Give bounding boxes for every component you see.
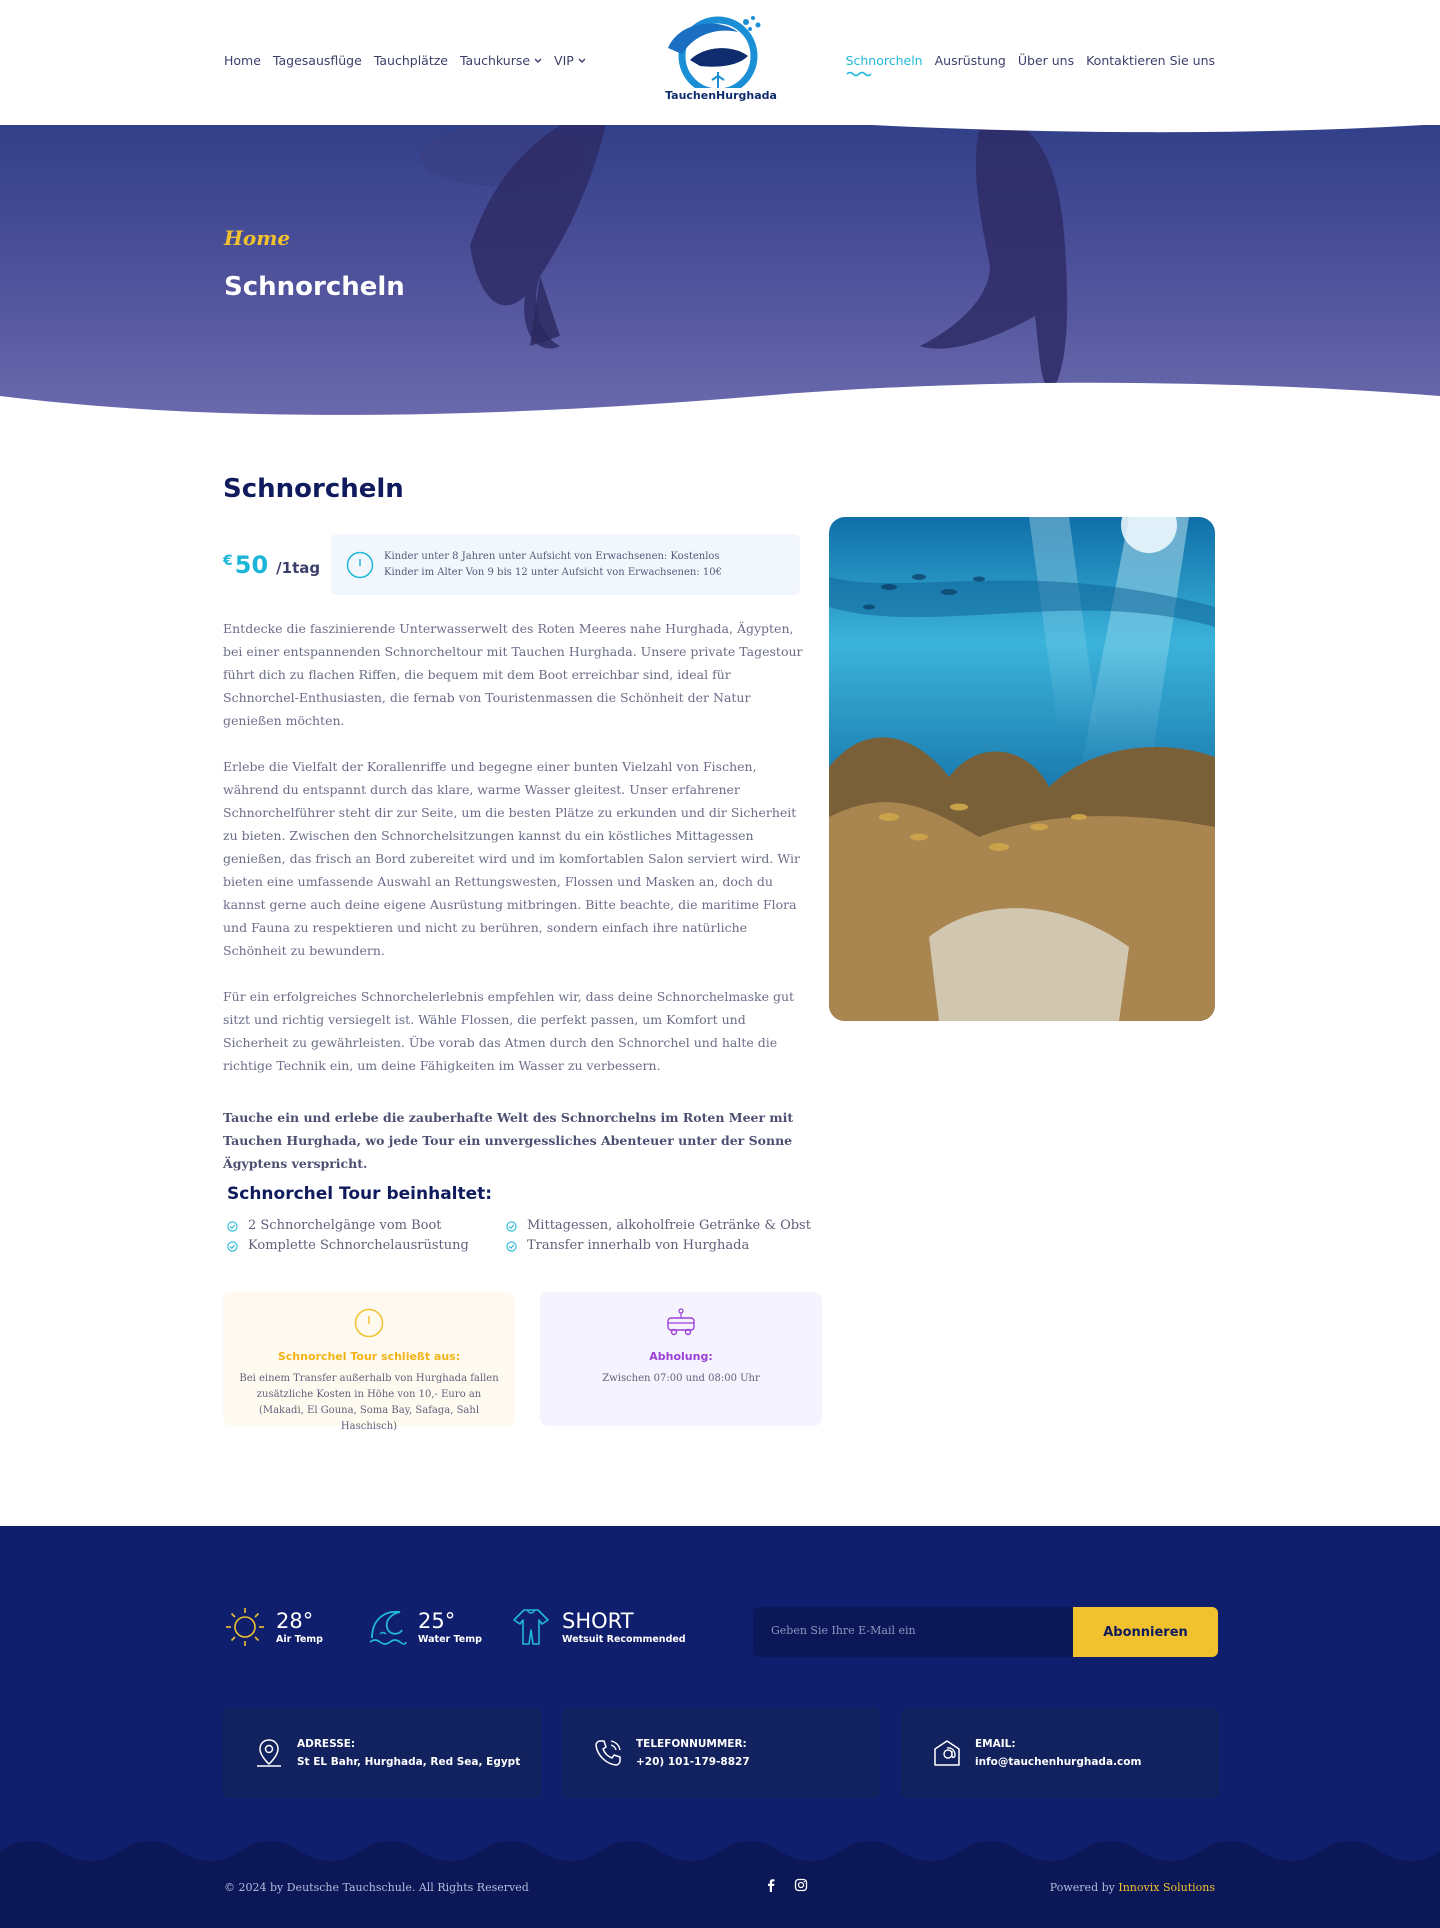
list-item-text: Transfer innerhalb von Hurghada: [527, 1238, 750, 1253]
nav-label: VIP: [554, 53, 574, 68]
powered-by: [1050, 1881, 1215, 1894]
pickup-card: [540, 1292, 822, 1426]
info-line-1: Kinder unter 8 Jahren unter Aufsicht von Erwachsenen: Kostenlos: [384, 550, 720, 562]
page-title: Schnorcheln: [223, 474, 404, 504]
email-label: EMAIL:: [975, 1738, 1016, 1750]
paragraph-details: Erlebe die Vielfalt der Korallenriffe und begegne einer bunten Vielzahl von Fischen, während du entspannt durch das klare, warme Wasser gleitest. Unser erfahrener Schnorchelführer steht dir zur Seite, um die besten Plätze zu erkunden und dir Sicherheit zu bieten. Zwischen den Schnorchelsitzungen kannst du ein köstliches Mittagessen genießen, das frisch an Bord zubereitet wird und im komfortablen Salon serviert wird. Wir bieten eine umfassende Auswahl an Rettungswesten, Flossen und Masken an, doch du kannst gerne auch deine eigene Ausrüstung mitbringen. Bitte beachte, die maritime Flora und Fauna zu respektieren und nicht zu berühren, sondern einfach ihre natürliche Schönheit zu bewundern.: [223, 759, 800, 958]
email-value[interactable]: info@tauchenhurghada.com: [975, 1756, 1142, 1768]
list-item: [506, 1236, 811, 1256]
wetsuit-value: SHORT: [562, 1608, 634, 1633]
newsletter-email-input[interactable]: Geben Sie Ihre E-Mail ein: [753, 1607, 1074, 1657]
nav-tauchplaetze[interactable]: [374, 53, 448, 68]
air-temp: [224, 1606, 323, 1648]
wave-icon: [366, 1606, 408, 1648]
sun-icon: [224, 1606, 266, 1648]
list-item: [227, 1216, 469, 1236]
pickup-title: Abholung:: [649, 1350, 713, 1363]
paragraph-tips: Für ein erfolgreiches Schnorchelerlebnis empfehlen wir, dass deine Schnorchelmaske gut sitzt und richtig versiegelt ist. Wähle Flossen, die perfekt passen, um Komfort und Sicherheit zu gewährleisten. Übe vorab das Atmen durch den Schnorchel und halte die richtige Technik ein, um deine Fähigkeiten im Wasser zu verbessern.: [223, 989, 795, 1073]
nav-schnorcheln[interactable]: [846, 53, 923, 68]
contact-email: [901, 1708, 1219, 1798]
powered-link[interactable]: Innovix Solutions: [1118, 1881, 1215, 1894]
nav-kontakt[interactable]: [1086, 53, 1215, 68]
powered-prefix: Powered by: [1049, 1881, 1115, 1894]
coral-reef-photo: [829, 517, 1215, 1021]
phone-label: TELEFONNUMMER:: [636, 1738, 747, 1750]
price-unit: /1tag: [276, 559, 321, 577]
contact-phone: [562, 1708, 880, 1798]
includes-heading: Schnorchel Tour beinhaltet:: [227, 1184, 493, 1204]
nav-ueber-uns[interactable]: [1018, 53, 1074, 68]
list-item: [227, 1236, 469, 1256]
air-temp-value: 28°: [276, 1608, 314, 1633]
nav-label: Tauchkurse: [459, 53, 531, 68]
wetsuit-icon: [510, 1606, 552, 1648]
paragraph-intro: Entdecke die faszinierende Unterwasserwelt des Roten Meeres nahe Hurghada, Ägypten, bei einer entspannenden Schnorcheltour mit Tauchen Hurghada. Unsere private Tagestour führt dich zu flachen Riffen, die bequem mit dem Boot erreichbar sind, ideal für Schnorchel-Enthusiasten, die fernab von Touristenmassen die Schönheit der Natur genießen möchten.: [223, 621, 803, 728]
air-temp-label: Air Temp: [276, 1633, 323, 1645]
water-temp-label: Water Temp: [418, 1633, 482, 1645]
nav-label: Kontaktieren Sie uns: [1086, 53, 1215, 68]
excludes-text: Bei einem Transfer außerhalb von Hurghada fallen zusätzliche Kosten in Höhe von 10,- Euro an (Makadi, El Gouna, Soma Bay, Safaga, Sahl Haschisch): [239, 1373, 499, 1432]
location-pin-icon: [253, 1737, 285, 1769]
check-circle-icon: [227, 1221, 238, 1232]
nav-label: Schnorcheln: [845, 53, 923, 68]
breadcrumb-home[interactable]: Home: [224, 226, 291, 250]
shuttle-bus-icon: [665, 1308, 697, 1338]
list-item: [506, 1216, 811, 1236]
subscribe-button[interactable]: Abonnieren: [1073, 1607, 1218, 1657]
chevron-down-icon: [534, 58, 542, 64]
list-item-text: 2 Schnorchelgänge vom Boot: [248, 1218, 442, 1233]
dolphins-hero-image: [0, 96, 1440, 416]
price-amount: 50: [234, 551, 269, 579]
email-at-icon[interactable]: [931, 1737, 963, 1769]
site-footer: [0, 1526, 1440, 1928]
main-nav-right: [846, 53, 1215, 68]
check-circle-icon: [227, 1241, 238, 1252]
child-pricing-info: [331, 534, 800, 595]
nav-label: Tagesausflüge: [272, 53, 362, 68]
check-circle-icon: [506, 1241, 517, 1252]
nav-label: Über uns: [1017, 53, 1075, 68]
nav-vip[interactable]: [554, 53, 586, 68]
wetsuit-label: Wetsuit Recommended: [562, 1633, 686, 1645]
nav-label: Home: [224, 53, 261, 68]
tauchen-hurghada-logo[interactable]: [660, 10, 782, 108]
nav-home[interactable]: [224, 53, 261, 68]
paragraph-highlight: Tauche ein und erlebe die zauberhafte Welt des Schnorchelns im Roten Meer mit Tauchen Hurghada, wo jede Tour ein unvergessliches Abenteuer unter der Sonne Ägyptens verspricht.: [223, 1110, 794, 1171]
list-item-text: Komplette Schnorchelausrüstung: [248, 1238, 469, 1253]
hero-banner: [0, 96, 1440, 416]
price: [223, 551, 320, 579]
nav-label: Tauchplätze: [373, 53, 448, 68]
social-links: [764, 1878, 808, 1892]
phone-icon[interactable]: [592, 1737, 624, 1769]
nav-tauchkurse[interactable]: [460, 53, 542, 68]
nav-ausruestung[interactable]: [935, 53, 1006, 68]
check-circle-icon: [506, 1221, 517, 1232]
logo-text: TauchenHurghada: [665, 89, 777, 102]
info-icon: [346, 551, 374, 579]
excludes-title: Schnorchel Tour schließt aus:: [277, 1350, 461, 1363]
hero-title: Schnorcheln: [224, 272, 405, 302]
nav-tagesausfluege[interactable]: [273, 53, 362, 68]
list-item-text: Mittagessen, alkoholfreie Getränke & Obst: [527, 1218, 811, 1233]
includes-list-left: [227, 1216, 469, 1256]
instagram-icon[interactable]: [794, 1878, 808, 1892]
info-icon: [354, 1308, 384, 1338]
water-temp-value: 25°: [418, 1608, 456, 1633]
water-temp: [366, 1606, 482, 1648]
copyright-text: © 2024 by Deutsche Tauchschule. All Rights Reserved: [224, 1881, 529, 1894]
price-currency: €: [223, 553, 233, 569]
address-label: ADRESSE:: [297, 1738, 356, 1750]
address-value: St EL Bahr, Hurghada, Red Sea, Egypt: [297, 1756, 521, 1768]
facebook-icon[interactable]: [764, 1878, 778, 1892]
includes-list-right: [506, 1216, 811, 1256]
nav-label: Ausrüstung: [934, 53, 1006, 68]
site-header: [0, 0, 1440, 125]
footer-wave-bar: [0, 1831, 1440, 1928]
active-wave-indicator: [846, 71, 872, 77]
contact-address: [223, 1708, 541, 1798]
excludes-card: [223, 1292, 515, 1432]
info-line-2: Kinder im Alter Von 9 bis 12 unter Aufsicht von Erwachsenen: 10€: [384, 566, 722, 578]
chevron-down-icon: [578, 58, 586, 64]
main-nav-left: [224, 53, 586, 68]
pickup-text: Zwischen 07:00 und 08:00 Uhr: [602, 1373, 760, 1384]
wetsuit-recommendation: [510, 1606, 686, 1648]
phone-value[interactable]: +20) 101-179-8827: [636, 1756, 750, 1768]
